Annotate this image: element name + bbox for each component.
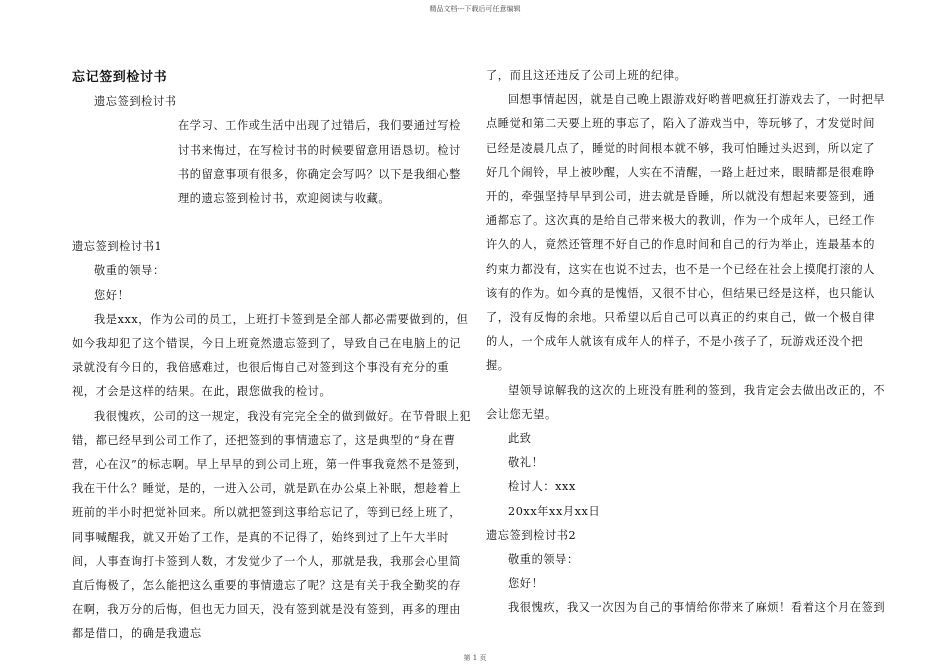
paragraph-2: 我很愧疚，公司的这一规定，我没有完完全全的做到做好。在节骨眼上犯错，都已经早到公司工作了，还把签到的事情遗忘了，这是典型的“身在曹营，心在汉”的标志啊。早上早早的到公司上班，第一件事我竟然不是签到，我在干什么？睡觉，是的，一进入公司，就是趴在办公桌上补眠，想趁着上班前的半小时把觉补回来。所以就把签到这事给忘记了，等到已经上班了，同事喊醒我，就又开始了工作，是真的不记得了，始终到过了上午大半时间，人事查询打卡签到人数，才发觉少了一个人，那就是我，我那会心里简直后悔极了，怎么能把这么重要的事情遗忘了呢？这是有关于我全勤奖的存在啊，我万分的后悔，但也无力回天，没有签到就是没有签到，再多的理由都是借口，的确是我遗忘: [72, 409, 472, 641]
greeting: 您好！: [94, 288, 130, 302]
salutation-2: 敬重的领导：: [508, 553, 579, 567]
paragraph-continuation: 了，而且这还违反了公司上班的纪律。: [486, 69, 687, 82]
section-heading-1: 遗忘签到检讨书1: [72, 240, 163, 254]
closing-line-2: 敬礼！: [508, 456, 544, 470]
page-header: 精品文档---下载后可任意编辑: [429, 5, 521, 13]
greeting-2: 您好！: [508, 577, 544, 591]
date: 20xx年xx月xx日: [508, 504, 601, 518]
intro-paragraph: 在学习、工作或生活中出现了过错后，我们要通过写检讨书来悔过，在写检讨书的时候要留意用语恳切。检讨书的留意事项有很多，你确定会写吗？以下是我细心整理的遗忘签到检讨书，欢迎阅读与收藏。: [178, 119, 461, 206]
paragraph-5: 我很愧疚，我又一次因为自己的事情给你带来了麻烦！看着这个月在签到: [508, 601, 886, 615]
signer: 检讨人：xxx: [508, 480, 576, 494]
right-column: [486, 64, 886, 621]
paragraph-3: 回想事情起因，就是自己晚上跟游戏好哟普吧疯狂打游戏去了，一时把早点睡觉和第二天要上班的事忘了，陷入了游戏当中，等玩够了，才发觉时间已经是凌晨几点了，睡觉的时间根本就不够，我可怕睡过头迟到，所以定了好几个闹铃，早上被吵醒，人实在不清醒，一路上赶过来，眼睛都是很难睁开的，牵强坚持早早到公司，进去就是昏睡，所以就没有想起来要签到，通通都忘了。这次真的是给自己带来极大的教训，作为一个成年人，已经工作许久的人，竟然还管理不好自己的作息时间和自己的行为举止，连最基本的约束力都没有，这实在也说不过去，也不是一个已经在社会上摸爬打滚的人该有的作为。如今真的是愧悟，又很不甘心，但结果已经是这样，也只能认了，没有反悔的余地。只希望以后自己可以真正的约束自己，做一个极自律的人，一个成年人就该有成年人的样子，不是小孩子了，玩游戏还没个把握。: [486, 93, 886, 373]
closing-line-1: 此致: [508, 432, 532, 446]
spacer: [72, 211, 472, 235]
left-column: [72, 66, 472, 647]
paragraph-1: 我是xxx，作为公司的员工，上班打卡签到是全部人都必需要做到的，但如今我却犯了这个错误，今日上班竟然遗忘签到了，导致自己在电脑上的记录就没有今日的，我倍感难过，也很后悔自己对签到这个事没有充分的重视，才会是这样的结果。在此，跟您做我的检讨。: [72, 312, 469, 399]
document-title: 忘记签到检讨书: [72, 70, 168, 85]
paragraph-4: 望领导谅解我的这次的上班没有胜利的签到，我肯定会去做出改正的，不会让您无望。: [486, 383, 886, 421]
salutation: 敬重的领导：: [94, 264, 165, 278]
page-footer: 第 1 页: [463, 654, 487, 662]
section-heading-2: 遗忘签到检讨书2: [486, 528, 577, 542]
subtitle: 遗忘签到检讨书: [94, 95, 177, 109]
